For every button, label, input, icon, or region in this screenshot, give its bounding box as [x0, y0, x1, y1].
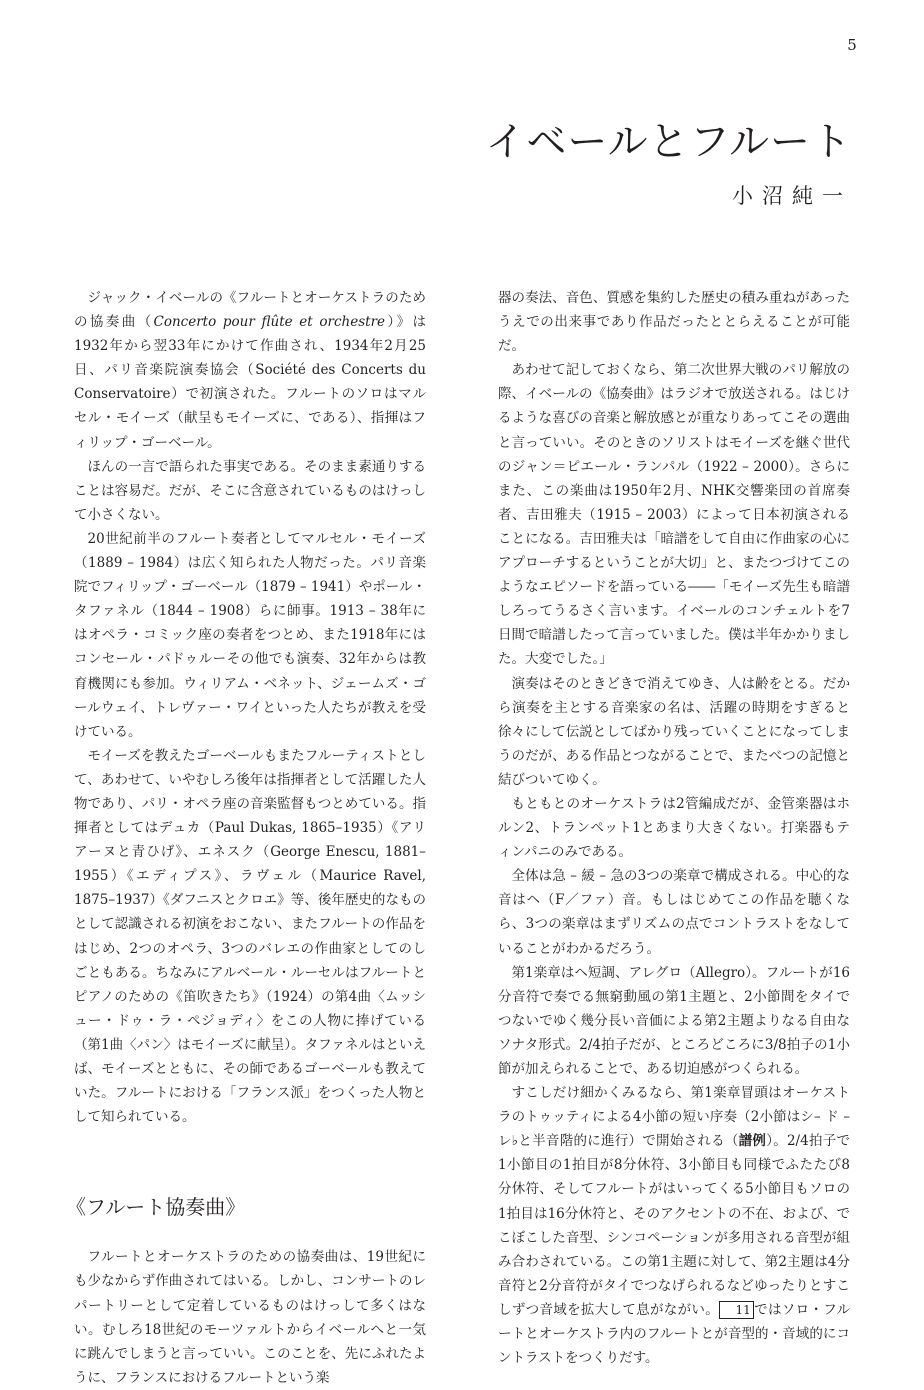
paragraph: 20世紀前半のフルート奏者としてマルセル・モイーズ（1889 – 1984）は広く知られた人物だった。パリ音楽院でフィリップ・ゴーベール（1879 – 1941）やポール・タファネル（1844 – 1908）らに師事。1913 – 38年にはオペラ・コミック座の奏者をつとめ、また1918年にはコンセール・パドゥルーその他でも演奏、32年からは教育機関にも参加。ウィリアム・ベネット、ジェームズ・ゴールウェイ、トレヴァー・ワイといった人たちが教えを受けている。: [74, 530, 426, 740]
paragraph-text: ）》は1932年から翌33年にかけて作曲され、1934年2月25日、パリ音楽院演奏協会（Société des Concerts du Conservatoire）で初演された。フルートのソロはマルセル・モイーズ（献呈もモイーズに、である）、指揮はフィリップ・ゴーベール。: [74, 314, 426, 451]
italic-title: Concerto pour flûte et orchestre: [153, 314, 386, 331]
paragraph-text: ジャック・イベールの《フルートとオーケストラのための協奏曲（: [74, 290, 426, 331]
paragraph: [498, 1081, 850, 1370]
paragraph: もともとのオーケストラは2管編成だが、金管楽器はホルン2、トランペット1とあまり大きくない。打楽器もティンパニのみである。: [498, 795, 850, 861]
page-number: 5: [847, 36, 857, 54]
paragraph: 全体は急 – 緩 – 急の3つの楽章で構成される。中心的な音はヘ（F／ファ）音。もしはじめてこの作品を聴くなら、3つの楽章はまずリズムの点でコントラストをなしていることがわかるだろう。: [498, 868, 850, 957]
paragraph: フルートとオーケストラのための協奏曲は、19世紀にも少なからず作曲されてはいる。しかし、コンサートのレパートリーとして定着しているものはけっして多くはない。むしろ18世紀のモーツァルトからイベールへと一気に跳んでしまうと言っていい。このことを、先にふれたように、フランスにおけるフルートという楽: [74, 1249, 426, 1386]
section-heading: 《フルート協奏曲》: [66, 1195, 246, 1220]
paragraph-text: ）。2/4拍子で1小節目の1拍目が8分休符、3小節目も同様でふたたび8分休符、そしてフルートがはいってくる5小節目もソロの1拍目は16分休符と、そのアクセントの不在、および、でこぼこした音型、シンコペーションが多用される音型が組み合わされている。この第1主題に対して、第2主題は4分音符と2分音符がタイでつなげられるなどゆったりとすこしずつ音域を拡大して息がながい。: [498, 1133, 850, 1318]
paragraph: 演奏はそのときどきで消えてゆき、人は齢をとる。だから演奏を主とする音楽家の名は、活躍の時期をすぎると徐々にして伝説としてばかり残っていくことになってしまうのだが、ある作品とつながることで、またべつの記憶と結びついてゆく。: [498, 675, 850, 788]
paragraph: あわせて記しておくなら、第二次世界大戦のパリ解放の際、イベールの《協奏曲》はラジオで放送される。はじけるような喜びの音楽と解放感とが重なりあってこその選曲と言っていい。そのときのソリストはモイーズを継ぐ世代のジャン＝ピエール・ランパル（1922 – 2000）。さらにまた、この楽曲は1950年2月、NHK交響楽団の首席奏者、吉田雅夫（1915 – 2003）によって日本初演されることになる。吉田雅夫は「暗譜をして自由に作曲家の心にアプローチするということが大切」と、またつづけてこのようなエピソードを語っている――「モイーズ先生も暗譜しろってうるさく言います。イベールのコンチェルトを7日間で暗譜したって言っていました。僕は半年かかりました。大変でした。」: [498, 362, 850, 668]
paragraph: 第1楽章はヘ短調、アレグロ（Allegro）。フルートが16分音符で奏でる無窮動風の第1主題と、2小節間をタイでつないでゆく幾分長い音価による第2主題よりなる自由なソナタ形式。2/4拍子だが、ところどころに3/8拍子の1小節が加えられることで、ある切迫感がつくられる。: [498, 964, 850, 1077]
paragraph: [74, 286, 426, 455]
paragraph: モイーズを教えたゴーベールもまたフルーティストとして、あわせて、いやむしろ後年は指揮者として活躍した人物であり、パリ・オペラ座の音楽監督もつとめている。指揮者としてはデュカ（Paul Dukas, 1865–1935）《アリアーヌと青ひげ》、エネスク（George Enescu, 1881–1955）《エディプス》、ラヴェル（Maurice Ravel, 1875–1937）《ダフニスとクロエ》等、後年歴史的なものとして認識される初演をおこない、またフルートの作品をはじめ、2つのオペラ、3つのバレエの作曲家としてのしごともある。ちなみにアルベール・ルーセルはフルートとピアノのための《笛吹きたち》（1924）の第4曲〈ムッシュー・ドゥ・ラ・ペジョディ〉をこの人物に捧げている（第1曲〈パン〉はモイーズに献呈）。タファネルはといえば、モイーズとともに、その師であるゴーベールも教えていた。フルートにおける「フランス派」をつくった人物として知られている。: [74, 747, 426, 1126]
article-title: イベールとフルート: [485, 119, 852, 165]
paragraph: 器の奏法、音色、質感を集約した歴史の積み重ねがあったうえでの出来事であり作品だったととらえることが可能だ。: [498, 290, 850, 355]
paragraph-text: すこしだけ細かくみるなら、第1楽章冒頭はオーケストラのトゥッティによる4小節の短い序奏（2小節はシ– ド – レ♭と半音階的に進行）で開始される（: [498, 1085, 850, 1150]
right-column: [498, 286, 850, 1370]
score-example-label: 譜例: [738, 1133, 767, 1150]
author-name: 小沼純一: [732, 184, 852, 208]
paragraph-text: ではソロ・フルートとオーケストラ内のフルートとが音型的・音域的にコントラストをつくりだす。: [498, 1301, 850, 1367]
paragraph: ほんの一言で語られた事実である。そのまま素通りすることは容易だ。だが、そこに含意されているものはけっして小さくない。: [74, 458, 426, 523]
left-column: [66, 286, 426, 1390]
rehearsal-mark-box: 11: [719, 1301, 754, 1319]
